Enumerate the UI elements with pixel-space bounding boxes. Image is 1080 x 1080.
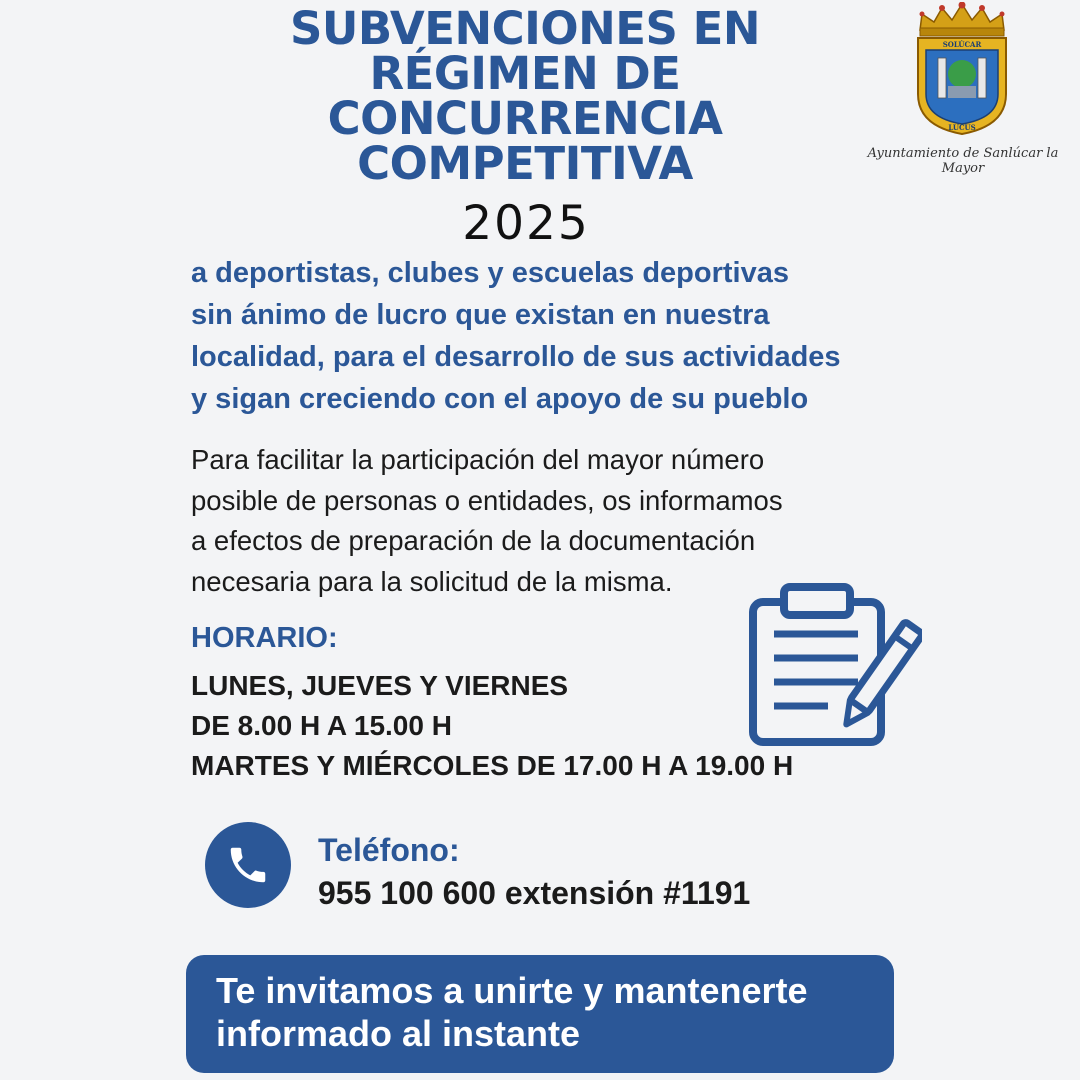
- schedule-line: DE 8.00 H A 15.00 H: [191, 710, 452, 741]
- info-line: a efectos de preparación de la documentación: [191, 525, 756, 556]
- intro-line: localidad, para el desarrollo de sus actividades: [191, 341, 841, 373]
- crest-top-text: SOLÚCAR: [942, 40, 982, 49]
- title-line: COMPETITIVA: [357, 137, 693, 190]
- cta-line: Te invitamos a unirte y mantenerte: [216, 970, 808, 1011]
- schedule-title: HORARIO:: [191, 622, 338, 654]
- phone-label: Teléfono:: [318, 832, 460, 868]
- phone-icon: [225, 842, 271, 888]
- page-title: [200, 2, 850, 190]
- schedule-line: LUNES, JUEVES Y VIERNES: [191, 670, 569, 701]
- clipboard-pen-icon: [748, 582, 922, 748]
- cta-line: informado al instante: [216, 1013, 581, 1054]
- logo-caption: Ayuntamiento de Sanlúcar la Mayor: [867, 146, 1059, 176]
- crest-icon: [912, 2, 1012, 138]
- intro-line: sin ánimo de lucro que existan en nuestra: [191, 299, 770, 331]
- info-line: necesaria para la solicitud de la misma.: [191, 565, 673, 597]
- info-line: posible de personas o entidades, os informamos: [191, 484, 783, 516]
- info-paragraph: [191, 440, 891, 602]
- phone-number[interactable]: 955 100 600 extensión #1191: [318, 875, 751, 911]
- phone-icon-badge: [205, 822, 291, 908]
- title-line: SUBVENCIONES EN: [289, 2, 761, 55]
- title-line: RÉGIMEN DE: [369, 47, 681, 100]
- title-line: CONCURRENCIA: [327, 92, 723, 145]
- crest-bottom-text: LUCUS: [948, 123, 976, 132]
- year-label: 2025: [462, 196, 590, 251]
- intro-line: a deportistas, clubes y escuelas deportivas: [191, 257, 789, 289]
- invite-banner[interactable]: [186, 955, 894, 1073]
- intro-text: [191, 252, 931, 420]
- schedule-hours: [191, 666, 793, 786]
- info-line: Para facilitar la participación del mayor número: [191, 444, 765, 475]
- intro-line: y sigan creciendo con el apoyo de su pueblo: [191, 383, 809, 415]
- schedule-line: MARTES Y MIÉRCOLES DE 17.00 H A 19.00 H: [191, 750, 794, 781]
